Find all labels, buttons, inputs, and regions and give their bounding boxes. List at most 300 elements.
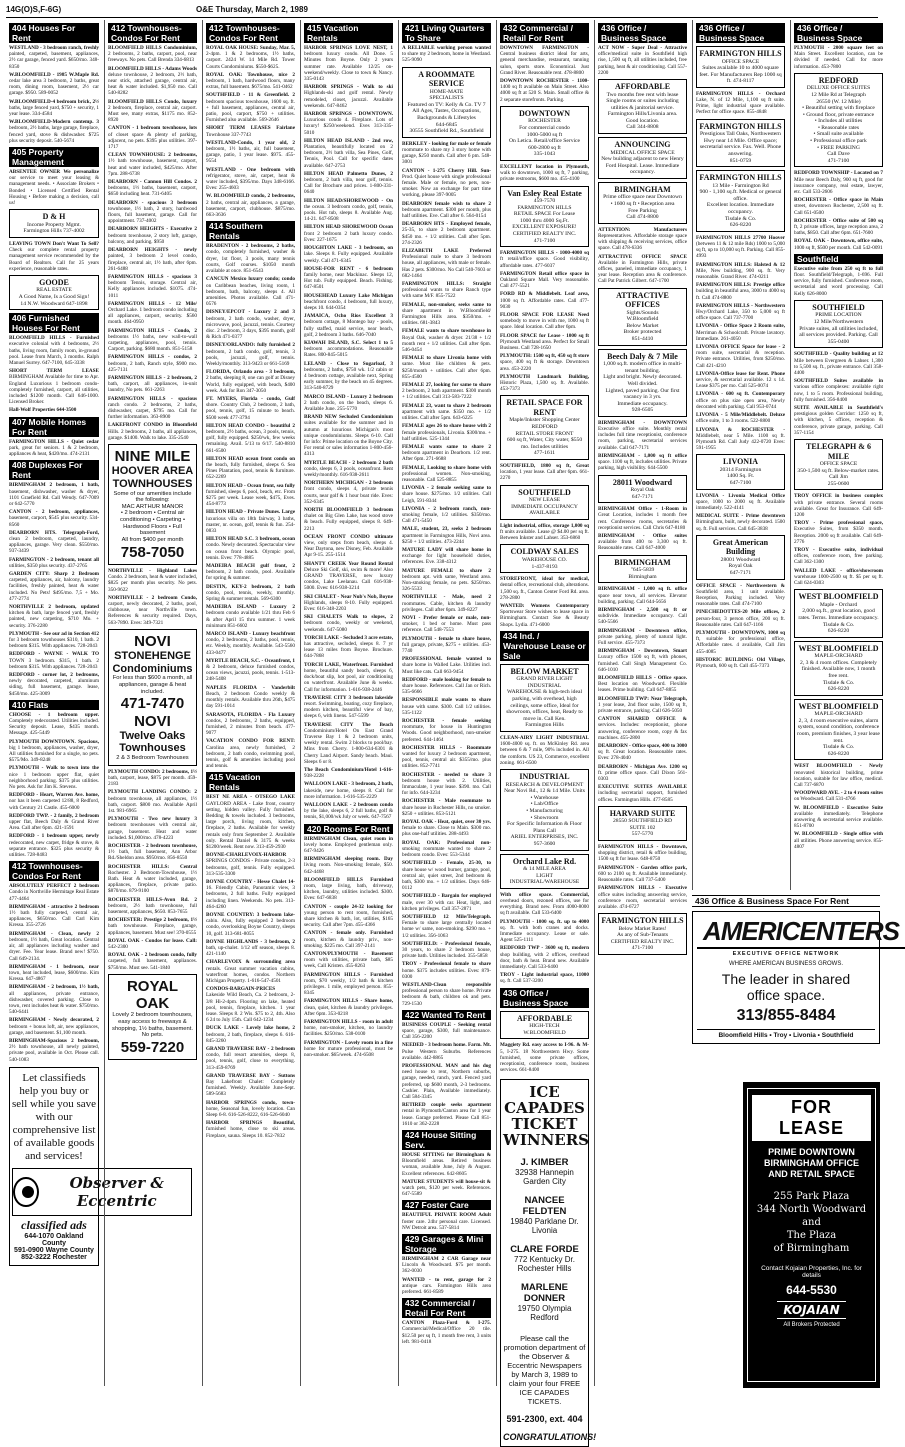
section-heading: 436 Office / Business Space (598, 23, 687, 43)
winner-city: Garden City (523, 1177, 566, 1187)
classified-ad: TRAVERSE CITY The Beach Condominium/Hotel On East Grand Traverse Bay 1 & 2 bedroom units, weekly rental. Swim 2 blocks to pool/bay. Mins from Cherry. 1-800-634-6301 & Cherry Land Airport. Sandy beach. Maui. Sleeps 6 or 8. (304, 721, 393, 765)
display-ad-line: • Reasonable rates (817, 124, 860, 131)
display-ad (794, 300, 883, 348)
display-ad (598, 288, 687, 346)
winner-city: Livonia (531, 1226, 558, 1236)
classified-ad: FARMINGTON HILLS - spacious 3 bedroom Tennis, storage. Central air, Kelly appliances included. $1075. 474-1011 (108, 273, 197, 299)
classified-ad: STOREFRONT, ideal for medical, dental office, recreational club, alterations. 1,500 sq. ft., Canton Center Ford Rd. area. 278-2800 (500, 576, 589, 601)
classified-ad: FEMALE to share Livonia home with same. Must like children & pets. $250/month + utilities. Call after 6pm. 855-4500 (402, 355, 491, 380)
display-ad-line: For Specific Information & Floor Plans Call (507, 821, 582, 834)
display-ad-line: For commercial condo (519, 124, 570, 131)
display-ad-line: 350-1,500 sq ft. Below-market rates. (797, 467, 880, 474)
classified-ad: MADEIRA BEACH gulf front, 2 bedroom, 2 bath condo, pool. Available for spring & summer. (206, 563, 295, 582)
display-ad-line: 647-7171 (631, 493, 654, 500)
display-ad (500, 544, 589, 573)
display-ad-line: 459-7570 (533, 198, 556, 204)
classified-ad: MATURE LADY will share home in exchange for light household duties, references. Eve. 338-4312 (402, 546, 491, 566)
display-ad (500, 106, 589, 161)
display-ad (794, 641, 883, 696)
classified-ad: BLOOMFIELD HILLS - Adams Woods deluxe townhouse, 2 bedroom, 2½ bath, near stick, attached garage, central air, heat & water included. $1,950 mo. Call 540-8282 (108, 65, 197, 97)
display-ad-line: HARVARD SUITE (609, 808, 676, 818)
classified-ad: FARMINGTON HILLS: Prestige office building in beautiful area, 3000 to 4000 sq ft. Call 474-8800 (696, 282, 785, 301)
display-ad-line: NEW LEASE (528, 497, 561, 504)
classified-ad: SKI CHALET - Near Nub's Nob, Boyne Highlands, sleeps 8-10. Fully equipped. Eves: 616-348-2203 (304, 593, 393, 613)
classified-ad: LIVONIA - Office Space 2 Room suite, Merriman & Schoolcraft. Private lavatory. Immediate. 261-4050 (696, 323, 785, 342)
classified-ad: FARMINGTON HILLS - Northwestern Hwy/Orchard Lake, 350 to 5,000 sq ft office space. Call 737-7700 (696, 302, 785, 322)
section-heading: 432 Commercial / Retail For Rent (500, 23, 589, 43)
classified-ad: HILTON HEAD Palmetto Dunes, 2 bedroom, 2 bath villa, near golf, tennis. Call for Brochure and prices. 1-800-331-0640 (304, 170, 393, 196)
display-ad-line: Van Esley Real Estate (507, 188, 582, 198)
classified-ad: PINECHEDOTTES-20 Mile offices, 2 person-four, 3 person office, 200 sq ft. Reasonable rates. Call 647-1166 (696, 609, 785, 628)
classified-ad: CANCUN Mexico luxury condo; condo on Caribbean beaches, living room, 1 bedroom, bath, balcony, sleeps 4. All amenities. Photos available. Call 471-0576 (206, 276, 295, 308)
display-ad-line: D & H (42, 212, 66, 222)
display-ad (500, 854, 589, 889)
classified-ad: ATTENTION: Manufacturers Representatives. Affordable storage space with shipping & receiving services, office space. Call 478-6336 (598, 226, 687, 252)
display-ad-line: Call Dave (827, 151, 850, 158)
display-ad-line: 471-7100 (827, 157, 850, 164)
display-ad-line: Tisdale & Co. (724, 215, 757, 222)
classified-ad: WEST BLOOMFIELD - Newly renovated historical building, prime location, suitable for law office, medical. Call 737-6870 (794, 763, 883, 789)
classified-ad: GARDEN CITY: Sharp 2 Bedroom carpeted, appliances, air, balcony, laundry facilities, freshly painted, heat & water included. No Pets! $495/mo. 7,5 + Mo. 477-2774 (9, 570, 99, 602)
section-heading: 404 Houses For Rent (9, 23, 99, 43)
display-ad-line: GRAND RIVER LIGHT INDUSTRIAL (516, 676, 573, 689)
winner-address: 19750 Olympia (517, 1304, 572, 1314)
display-ad-line: 600 sq ft, Water, City water, $550 mo. Includes utilities (506, 437, 583, 450)
classified-ad: SOUTHFIELD - Quality building at 12 Mile between Evergreen & Lahser. 1,300 to 5,500 sq. ft., private entrance. Call 358-4400 (794, 351, 883, 376)
classified-ad: FARMINGTON - 2 bedroom, tenant all utilities, $350 plus security. 437-2765 (9, 556, 99, 569)
display-ad-line: 20314 Farmington (719, 466, 762, 473)
lease-phone: 644-5530 (786, 1283, 837, 1297)
display-ad-line: 600-2800 sq ft (528, 144, 561, 151)
classified-ad: ROYAL OAK - Heat, quiet, over 30 yrs. female to share. Close to Main. $300 mo. plus one-half utilities. 288-4493 (402, 819, 491, 838)
display-ad-line: 626-8220 (827, 750, 850, 757)
classified-ad: BRADENTON - 2 bedrooms, 2 baths, condo, completely furnished, washer & dryer, 1st floor, 3 pools, many tennis courts, Golf courses. $1050 month available at once. 851-6543 (206, 243, 295, 275)
display-ad-line: RESEARCH & DEVELOPMENT (505, 781, 584, 788)
display-ad-line: Near Novi Rd., 12 & 14 Mile. Units (504, 788, 585, 795)
classified-ad: PLYMOUTH CONDO: 2 bedrooms, 1½ bath, carport, lease, $875 per month. 459-2183 (108, 768, 197, 788)
classified-ad: The Beach Condominium/Hotel 1-616-938-2228 (304, 766, 393, 780)
lease-box (743, 1082, 880, 1388)
classified-ad: MALE, student, 23, seeks 2 bedroom apartment in Farmington Hills, Novi area. $250 + 1/2 utilities. 473-2244 (402, 526, 491, 545)
classified-ad: BIRMINGHAM Clean, quiet room in lovely home. Employed gentleman only. 647-9426 (304, 835, 393, 854)
winner-name: J. KIMBER (520, 1157, 569, 1169)
display-ad-line: • Manufacturing (526, 807, 563, 814)
nine-mile-ad-line: • 2 bedroom • Central air conditioning • Carpeting • Hardwood Floors • Full basement (120, 510, 185, 537)
display-ad-line: • Warehouse (530, 794, 559, 801)
classified-ad: MYRTLE BEACH - 2 bedroom 2 bath condo, sleeps 6, 3 pools, oceanfront. Rent weekly/monthly. 616-938-2611 (304, 459, 393, 478)
classified-ad: SKI CHALETS Walk to slopes, 2 bedroom condo, weekly or weekend, weekends. 647-5080 (304, 614, 393, 633)
classified-ad: RESPONSIBLE male wants to share house with same. $300. Call 1/2 utilities. 535-1122 (402, 697, 491, 716)
display-ad-line: 12 Mile Rd at Telegraph (811, 91, 866, 98)
kojaian-lease-ad (743, 1078, 880, 1384)
display-ad-line: 851-4410 (631, 336, 654, 343)
nine-mile-ad (108, 444, 197, 565)
classified-ad: DUCK LAKE - Lovely lake home, 2 bedroom, 2 bath, fireplace, sleeps 6. 616-845-3260 (206, 1025, 295, 1044)
classified-ad: ROCHESTER HILLS-Avon Rd. 2 bedroom, 2½ bath townhouse, full basement, appliances, $650. 853-7655 (108, 896, 197, 916)
display-ad-line: GOODE (39, 277, 69, 287)
classified-ad: SOUTHFIELD, 1800 sq ft, Great location, 1 year lease. Call after 6pm. 661-2270 (500, 462, 589, 482)
classified-ad: FARMINGTON HILLS - spacious ranch condo. 2 bedrooms, 2 baths, dishwasher, carpet, $795 mo. Call for further information. 363-8900 (108, 395, 197, 421)
lease-address: 255 Park Plaza (773, 1191, 850, 1202)
classified-ad: FLOOR SPACE for Lease - 1000 sq ft Plymouth Westland area. Perfect for Small Business. Call 728-1650 (500, 332, 589, 351)
display-ad-line: Tisdale & Co. (822, 621, 855, 628)
classified-ad: NOVI - Prefer female or male, non-smoker, 1 bed or home. Must pass reference. Call 548-7553 (402, 614, 491, 634)
classified-ad: HARBOR SPRINGS Beautiful, furnished home, close to ski areas. Fireplace, sauna. Sleeps 10. 852-7832 (206, 1120, 295, 1139)
classified-ad: Light industrial, office, storage 1,000 sq ft units available. Lease @ $4.00 per sq ft. Between Inkster and Lahser. 353-6860 (500, 522, 589, 542)
display-ad (9, 209, 99, 238)
classified-ad: DEARBORN HEIGHTS - newly painted, 3 bedroom 2 level condo, fireplace, central air, 1½ bath, after 6pm. 261-6488 (108, 247, 197, 272)
classified-ad: DISNEY/ORLANDO: fully furnished 2 bedroom, 2 bath condo, golf, tennis, 3 pools, jacuzzi, golf, tennis. Weekly/monthly. 313-9423 or 661-5169 (206, 342, 295, 367)
americenters-ad (692, 893, 900, 1071)
display-ad-line: Prime office space near Downtown (603, 194, 682, 201)
lease-address: 344 North Woodward (756, 1204, 867, 1215)
classified-ad: MYRTLE BEACH, S.C. - Oceanfront, 1 & 2 bedroom, deluxe furnished condos, ocean views, jacuzzi, pools, tennis. 1-513-248-5408 (206, 657, 295, 683)
classified-ad: HILTON HEAD ocean front condo on the beach, fully furnished, sleeps 6. Sea Pines Plantation, pool, tennis & furniture. 652-2269 (206, 455, 295, 481)
display-ad-line: CERTIFIED REALTY INC. (512, 230, 577, 237)
classified-ad: DOWNTOWN FARMINGTON - Central business district ideal for arts, general merchandise, restaurant, tanning salon, sports store. Economical. Just Grand River. Reasonable rent. 478-8800 (500, 45, 589, 76)
column-2 (104, 20, 200, 1386)
display-ad-line: REDFORD (818, 75, 859, 85)
classified-ad: BOYNE-CHARLEVOIX-HARBOR SPRINGS CONDOS - Private condos, 2-3 bedrooms, golf, tennis. Fully equipped. 313-535-3300 (206, 852, 295, 877)
classified-ad: BIRMINGHAM - attractive 2 bedroom 1½ bath fully carpeted, central air, appliances, $650/mo. Call Carl Kim Kressa. 355-2726 (9, 903, 99, 929)
display-ad-line: Tisdale & Co. (822, 744, 855, 751)
classified-ad: W.BLOOMFIELD-Modern contemp. 3 bedroom, 2½ baths, large garage, fireplace, fenced yard, stove & dishwasher. $725 plus security deposit. 540-5674 (9, 119, 99, 144)
classified-ad: FEMALE ages 26 to share house with 2 female professionals, Livonia. $300/mo. + half utilities. 525-1344 (402, 423, 491, 442)
display-ad (794, 439, 883, 490)
display-ad (696, 454, 785, 489)
display-ad-line: Royal Oak (630, 487, 655, 493)
winners-title: CAPADES (504, 1099, 585, 1118)
classified-ad: BOYNE COUNTRY - Hesse Chalet 14-16. Friendly Cabin, Panoramic view, 3 bedrooms, 2 full baths. Fully equipped including linen. Weekends. No pets. 313-464-4260 (206, 878, 295, 910)
classified-ad: BEST NE AREA - OTSEGO LAKE GAYLORD AREA - Lake front, country setting, hidden valley. Fully furnished. Bedding & towels included. 3 bedrooms, large porch, living room, kitchen, fireplace, 2 baths. Available for weekly rentals only from September 2. Available only. Rental Daniel & 3175 & weeks $1200/week. Rent now. 313-459-2930 (206, 794, 295, 850)
novi-ad-line: For less than $600 a month, all appliances, garage & heat included. (112, 675, 193, 695)
display-ad-line: 626-8220 (827, 628, 850, 635)
classified-ad: HILTON HEAD S.C. 3 bedroom, ocean condo. Newly decorated. Spectacular view on ocean front beach. Olympic pool, tennis. Eves: 778-4885 (206, 536, 295, 561)
display-ad-line: • Small suite available (813, 131, 864, 138)
display-ad-line: 1400 Sq. Ft. (726, 473, 755, 480)
classified-ad: DOWNTOWN ROCHESTER - 1100-1400 sq ft available on Main Street. Also 4000 sq ft at 520 S. Main. Small office & 2 separate storefronts. Parking. (500, 78, 589, 103)
section-heading: 414 Southern Rentals (206, 221, 295, 241)
display-ad-line: & 14 MILE AREA (523, 866, 566, 872)
display-ad-line: Broker protected (623, 329, 662, 336)
display-ad (598, 555, 687, 584)
display-ad-line: 28001 Woodward (720, 556, 761, 563)
display-ad-line: Tisdale & Co. (822, 679, 855, 686)
section-heading: 415 Vacation Rentals (304, 23, 393, 43)
classified-ad: NORTHERN MICHIGAN - 2 bedroom front condo, sleeps 4, private tennis courts, near golf & 1 hour boat ride. Eves: 352-6345 (304, 480, 393, 505)
classified-ad: SOUTHFIELD 12 Mile/Telegraph. Female to share large centrally located home w/ same, non-smoking. $290 mo. + 1/2 utilities. 356-1063 (402, 913, 491, 939)
display-ad-line: 647-7100 (729, 480, 752, 486)
display-ad-line: All Ages, Tastes, Occupations, Backgrounds & Lifestyles (412, 108, 481, 121)
classified-ad: BIRMINGHAM Office - 1-Room in Great Location, includes 1 month free rent. Conference rooms, secretaries & receptionist services. Call Chris 647-8180 (598, 506, 687, 531)
classified-ad: Executive suite from 250 sq ft to full floor. Southfield/Telegraph, 1-696. Full service, fully furnished. Conference room, secretarial and word processing. Call Kelly 626-8000 (794, 265, 883, 297)
americenters-logo: AMERICENTERS (697, 916, 905, 949)
display-ad-line: LIGHT INDUSTRIAL/WAREHOUSE (509, 872, 580, 886)
display-ad-line: Call 344-8808 (626, 124, 659, 131)
classified-ad: BLOOMFIELD HILLS Condo, luxury 2 bedroom, fireplace, central air, carport. Must see, many extras, $1175 mo. 852-8920 (108, 98, 197, 124)
display-ad-line: As any of Sub-Tenants (616, 932, 669, 939)
classified-ad: NORTHVILLE - Highland Lakes Condo. 2 bedroom, heat & water included, $825 per month plus security. No pets. 350-9622 (108, 568, 197, 593)
classified-ad: MATURE STUDENTS will house-sit & watch pets, $120 per week. References. 647-5589 (402, 1178, 491, 1198)
display-ad-line: ATTRACTIVE OFFICES (616, 290, 669, 310)
classified-ad: FARMINGTON HILLS - Executive office suites including answering service, conference room, secretarial services available. 474-6727 (598, 885, 687, 910)
classified-ad: MADEIRA ISLAND - Luxury 2 bedroom condo available 1/21 thru Feb 6 & after April 15 thru summer. 1 week minimum 851-6602 (206, 604, 295, 629)
classified-ad: CANTON/PLYMOUTH - Basement room with utilities, private bath, $85 week, Call Kristen. 455-8263 (304, 951, 393, 970)
classified-ad: FARMINGTON Retail office space in Oakland Square Mall. Very reasonable. Call 477-5521 (500, 270, 589, 290)
display-ad-line: 851-0759 (729, 157, 752, 164)
display-ad (794, 589, 883, 637)
classified-ad: CANTON Plaza-Ford & I-275. Commercial/Medical/Office 20 tile. $12.50 per sq ft, 1 month free rent, 3 units left. 981-0418 (402, 1320, 491, 1345)
classified-ad: BIRMINGHAM - Newly decorated, 2 bedroom + bonus loft, air, new appliances, garage, and basement. $1,100 month. (9, 1017, 99, 1036)
classified-ad: GRAND TRAVERSE BAY - 2 bedroom condo, full resort amenities, sleeps 8, pool, tennis, golf, close to everything. 313-459-8769 (206, 1046, 295, 1071)
display-ad-line: OFFICE SPACE (721, 58, 760, 65)
display-ad-line: 644-6845 (435, 121, 458, 128)
section-heading: 412 Townhouses-Condos For Rent (108, 23, 197, 43)
classified-ad: LIVONIA-Office lease for Rent. Phone service, & secretarial available. 12 x 14. Lease $375 per mo. Call 525-0074 (696, 370, 785, 390)
display-ad (9, 275, 99, 310)
classified-ad: BEAUTIFUL PRIVATE ROOM Adult foster care. 24hr personal care. Licensed. NW Detroit area. 537-5814 (402, 1212, 491, 1231)
classified-ad: PLYMOUTH LANDING CONDO: 2 bedroom townhouse, all appliances, 1½ bath, carport. $800 mo. Available April 1st. 981-6965 (108, 789, 197, 814)
classified-ad: LIVONIA & ROCHESTER - Middlebelt, near 5 Mile. 1100 sq ft. Plymouth Rd. Call Judy 422-0720 Eves: 591-1955 (696, 426, 785, 452)
display-ad-line: SOUTHFIELD (812, 302, 865, 312)
classified-ad: BOYNE COUNTRY: 3 bedroom lake-cabin. Also, fully equipped 2 bedroom condo, overlooking Boyne Country, sleeps 10, golf. 313-681-8055 (206, 911, 295, 937)
classified-ad: W.BLOOMFIELD-4 bedroom brick, 2½ baths, large fenced yard, $750 + security, 1 year lease. 334-4584 (9, 98, 99, 118)
winner-address: 32938 Hannepin (515, 1168, 574, 1178)
classified-ad: JAMAICA, Ocho Rios Excellent 3 bedroom cottage, 8 Montego bay - pools, fully staffed, maid service, near beach, golf, 2 bedroom 3 baths. 646-7040 (304, 313, 393, 338)
display-ad (500, 186, 589, 248)
lease-headline: AND RETAIL SPACE (768, 1169, 855, 1179)
display-ad-line: 14 N.W. Woodward 647-1898 (20, 300, 88, 307)
display-ad-line: HIGH-TECH (529, 1023, 560, 1030)
classified-ad: MARCO ISLAND - Luxury 2 bedroom 2 bath condo, on the beach, sleeps 6. Available June. 255-5770 (304, 393, 393, 412)
classified-ad: REDFORD TWP - 3600 sq ft, modern shop building, with 2 offices, overhead door, bath & heat. Brand new. Available immediately. Call 533-6400 (500, 945, 589, 971)
display-ad-line: 647-7171 (729, 570, 752, 576)
classified-ad: SOUTHFIELD Suites available in various office complexes: available right now, 1 to 5 room. Professional building, fully furnished. 356-8400 (794, 378, 883, 403)
display-ad-line: Income Property Mgmt. (27, 221, 81, 228)
display-ad-line: "645-5839 (630, 567, 655, 574)
display-ad-line: Suites available 10 to 4000 square feet. For Manufacturers Rep 1000 sq ft. 474-8117 (699, 65, 782, 85)
novi-ad-line: Twelve Oaks (119, 729, 186, 742)
classified-ad: HOUSE-FOR RENT - 6 bedroom family home, near Mackinac. Sleeps 12, Hot tub. Fully equipped. Beach. Fishing. 647-8501 (304, 265, 393, 291)
classified-ad: FARMINGTON HILLS - Condo, 2 bedrooms 1½ baths, new wall-to-wall carpeting, appliances, pool, tennis. Carport, parking. $680 month. 851-5158 (108, 327, 197, 353)
classified-ad: WALLOON LAKE - 3 bedroom, 2 bath, lakeside, new home, sleeps 8. Call for more information. 1-616-535-2229 (304, 781, 393, 800)
display-ad (696, 535, 785, 580)
section-heading: 412 Townhouses-Condos For Rent (9, 861, 99, 881)
display-ad-line: Maple/Inkster Shopping Center (509, 417, 580, 424)
display-ad-line: BELOW MARKET (510, 666, 579, 676)
classified-ad: HILTON HEAD CONDO - beautiful 2 bedroom, 2½ baths, ocean, 3 pools, tennis, golf, fully equipped. $250/wk, few weeks remaining. Avail. 5/13 to 6/17. 540-8810 661-6500 (206, 422, 295, 454)
section-heading: 422 Wanted To Rent (402, 1010, 491, 1020)
page-dateline: O&E Thursday, March 2, 1989 (196, 5, 308, 14)
classified-ad: DEARBORN HTS. Telegraph-Ford, clean 2 bedroom, carpeted, laundry, appliances, garage. Very clean. $550/mo. 937-3439 (9, 529, 99, 555)
classified-ad: HOUSE SITTING for Birmingham & Bloomfield areas. Retired business woman, available June, July & August. Excellent references. 642-8605 (402, 1152, 491, 1177)
display-ad-line: 335-1043 (533, 151, 556, 158)
classified-ad: BIRMINGHAM - 1,000 sq ft. office space near town, all services. Elevator building, parking. Call 644-5656 (598, 586, 687, 605)
winners-title: TICKET (511, 1115, 578, 1134)
classified-ad: Hall-Wolf Properties 644-3500 (9, 407, 77, 414)
display-ad-line: 557-5770 (631, 831, 654, 838)
classified-ad: ROCHESTER - Office space in Main street, downtown Rochester, 2,500 sq ft. Call 651-0500 (794, 197, 883, 216)
classified-ad: DISNEY/EPCOT - Luxury 2 and 3 bedroom, 2 bath condo, washer, dryer, microwave, pool, jacuzzi, tennis. Courtesy disc. 2 bedroom, 3 days, $395 month, golf & Rich 471-0377 (206, 309, 295, 341)
classified-ad: BIRMINGHAM - 2 bedroom, 1½ bath, all appliances, private entrance, dishwasher, covered parking. Close to town, rent includes heat & water. $750/mo. 540-6441 (9, 984, 99, 1016)
classified-ad: CANTON - 1 bedroom townhouse, lots of closet space & plenty of parking, adjacent, no pets. $395 plus utilities. 397-1717 (108, 125, 197, 151)
display-ad-line: Birmingham (628, 573, 657, 580)
classified-ad: BIRMINGHAM - 1,000 sq ft office space. 1100 sq ft, includes utilities. Private parking, high visibility. 644-5500 (598, 452, 687, 472)
display-ad-line: W.BLOOMFIELD (523, 1029, 566, 1036)
classified-ad: With office space. Commercial, overhead doors, rezoned offices, use for everything. Brand new. From 4000-8000 sq ft available. Call 533-6400 (500, 891, 589, 917)
classified-ad: PLYMOUTH Landmark Building, Historic Plaza, 1,500 sq. ft. Available. 453-7373 (500, 373, 589, 393)
display-ad-line: Sights/Sounds (626, 309, 659, 316)
classified-ad: HISTORIC BUILDING: Old Village, Plymouth, 600 sq ft. Call 455-7373 (696, 656, 785, 670)
classified-ad: FLOOR SPACE FOR LEASE Need somebody to move in with me, 1000 sq ft space. Ideal location. Call after 6pm. (500, 311, 589, 331)
section-heading: 429 Garages & Mini Storage (402, 1234, 491, 1254)
classified-ad: ELIZABETH LAKE Preferred Professional male to share 3 bedroom house, all appliances, with male or female. Has 2 pets. $300/mo. No Call 540-7603 or 682-1464 (402, 248, 491, 279)
winners-title: WINNERS (503, 1131, 590, 1150)
classified-ad: DEARBORN - spacious 3 bedroom townhouse, 1½ bath, 2 story, hardwood floors, full basement, garage. Call for appointment. 737-4002 (108, 199, 197, 225)
classified-ad: ROCHESTER HILLS - Roommate wanted for luxury 2 bedroom apartment, pool, tennis, central air. $355/mo. plus utilities. 852-7741 (402, 744, 491, 770)
display-ad-line: 26550 (W. 12 Mile) (816, 98, 861, 105)
nine-mile-ad-line: NINE MILE (114, 447, 191, 465)
americenters-tag: EXECUTIVE OFFICE NETWORK (732, 951, 840, 957)
classified-ad: Maggiety Rd. easy access to I-96. & M-5, I-275. 18 Northwestern Hwy. Some furnished, some private offices, receptionist, conference room, business services. 661-8400 (500, 1042, 589, 1074)
classified-ad: HARBOR SPRINGS condo, town-home, Seasonal fun, lovely location. Can Sleep 6-8. 616-526-8222, 616-526-6040 (206, 1099, 295, 1119)
classified-ad: BLOOMFIELD HILLS - Furnished executive colonial with 4 bedrooms, 2½ baths, living room, family room, in-ground pool. Lease from March, 3 months. Ralph Manuel Surrey. 647-7100, 645-3338 (9, 335, 99, 367)
classified-ad: SOUTHFIELD: - Professional female, 30 years, to share 2 bedroom house, private bath. Utilities included. 355-5858 (402, 940, 491, 960)
classified-ad: BOYNE HIGHLANDS - 3 bedroom, 2 bath, up-chalet. 1/12 off season, sleeps 8. 421-1140 (206, 938, 295, 958)
classified-ad: BIRMINGHAM - DOWNTOWN Executive office suite. Monthly rental includes full time receptionist, conference room, parking, secretarial services available. Call 647-7171 (598, 419, 687, 451)
display-ad-line: New building adjacent to new Henry Ford Hospital. Lease. Immediate occupancy. (601, 156, 684, 176)
classified-ad: TROY - Prime professional space, Executive Suites, from $350 month. Reception. 2000 sq ft available. Call 649-2776 (794, 520, 883, 545)
display-ad-line: AFFORDABLE (516, 1013, 573, 1023)
display-ad-line: OFFICE SPACE (819, 461, 858, 467)
winner-address: 772 Kentucky Dr. (514, 1255, 575, 1265)
display-ad-line: Featured on TV: Kelly & Co. TV 7 (407, 101, 486, 108)
display-ad-line: WEST BLOOMFIELD (798, 701, 879, 711)
novi-ad-line: NOVI (134, 632, 171, 650)
section-heading: Southfield (794, 254, 883, 264)
display-ad-line: MEDICAL OFFICE SPACE (610, 149, 675, 156)
display-ad (696, 46, 785, 88)
display-ad (500, 1011, 589, 1040)
classified-ad: FARMINGTON - Lovely room in a fine home for mature professional, must be non-smoker. $65/week. 474-6508 (304, 1039, 393, 1059)
display-ad-line: FARMINGTON HILLS (699, 121, 782, 131)
display-ad-line: FARMINGTON HILLS (699, 173, 782, 183)
classified-ad: FEMALE 23, want to share 2 bedroom apartment with same. $350 mo. + 1/2 utilities. Call after 5pm. 643-6225 (402, 402, 491, 422)
display-ad-line: Farmington Hills (525, 722, 564, 729)
classified-ad: BLOOMFIELD HILLS Furnished room, large living, bath, driveway, kitchen, laundry, utilities included. $300. Eves: 647-6838 (304, 876, 393, 902)
classified-ad: FARMINGTON HILLS - Quiet cedar park, great for seniors. 1 & 2 bedroom, appliances & heat, $420/mo. 474-2131 (9, 438, 99, 458)
americenters-phone: 313/855-8484 (736, 1007, 836, 1024)
classified-ad: REDFORD - corner lot, 2 bedrooms, newly decorated, carpeted, aluminum siding, full basement, garage. lease, $450/mo. 425-3009 (9, 671, 99, 697)
winners-title: ICE (529, 1083, 560, 1102)
section-heading: 436 Office / Business Space (696, 23, 785, 43)
classified-ad: BIRMINGHAM 2 CAR Garage near Lincoln & Woodward. $75 per month. 362-0030 (402, 1256, 491, 1275)
display-ad-line: Below Market (626, 322, 659, 329)
oe-phone: 644-1070 Oakland County (24, 1232, 84, 1247)
display-ad (500, 769, 589, 850)
display-ad-line: FARMINGTON HILLS (517, 204, 572, 211)
display-ad-line: A ROOMMATE SERVICE (418, 69, 475, 89)
display-ad (696, 170, 785, 232)
classified-ad: ROYAL OAK HOUSE: Sunday, Mar. 5, 2-4pm. 1 & 2 bedrooms, 1½ baths, carport. 2424 W. 14 Mile Rd. Tower Courts Condominiums. $550-$625. (206, 45, 295, 70)
display-ad-line: 1-437-8193 (531, 563, 558, 570)
display-ad-line: Private suites, all utilities included, all services provided. Parking. Call 355-0400 (799, 325, 878, 345)
classified-ad: ABSENTEE OWNER We personalize our service to meet your leasing & management needs. • Associate Brokers • Bonded • Licensed Certified Rental Housing • Before making a decision, call us! (9, 169, 99, 207)
winner-name: MARLENE DONNER (521, 1282, 568, 1305)
display-ad-line: Prestigious Tall Oaks, Northwestern Hwy near 14 Mile. Office space; secretarial service. Fax. Well. Phone answering. (699, 131, 782, 157)
winner-city: Rochester Hills (517, 1264, 572, 1274)
classified-ad: LIVONIA - 2 female seeking same to share house. $275/mo. 1/2 utilities. Call Leigh, 591-8344 (402, 485, 491, 504)
display-ad-line: WAREHOUSE CO. (521, 556, 568, 563)
classified-ad: VACATION CONDO FOR RENT: Carolina area, newly furnished, 2 bedroom, 2 bath condo, swimming pool, tennis, golf & amenities including pool and tennis. (206, 738, 295, 770)
section-heading: 427 Foster Care (402, 1200, 491, 1210)
oe-phone: 591-0900 Wayne County (14, 1246, 94, 1254)
classified-ad: FEMALE wants same to share 2 bedroom apartment in Dearborn. 1/2 rent. After 6pm. 271-6688 (402, 443, 491, 463)
classified-ad: NORTHVILLE - Male, need 2 roommates. Cable, kitchen & laundry privileges. Call after 6pm. 349-8227 (402, 594, 491, 613)
classified-ad: ABSOLUTELY PERFECT 2 bedroom Condo in Northville Hermitage Real Estate 477-4464 (9, 883, 99, 902)
novi-ad-line: 471-7470 (120, 695, 185, 713)
classified-ad: TROY - Light industrial space, 11000 sq. ft. Call 537-3200 (500, 972, 589, 985)
display-ad-line: • FREE PARKING (817, 144, 860, 151)
nine-mile-ad-line: All from $400 per month (121, 537, 184, 544)
display-ad-line: • Beautiful setting with fireplace (802, 105, 875, 112)
classified-ad: NORTHVILLE 2 bedroom, updated kitchen & bath, large fenced yard, freshly painted, new carpeting, $710 Mo. + security. 376-2280 (9, 603, 99, 629)
classified-ad: DEARBORN HEIGHTS - Executive 2 bedroom townhouse, 2 story loft, garage, balcony, and parking. $950 (108, 226, 197, 245)
display-ad-line: MAPLE-ORCHARD (814, 711, 863, 718)
section-heading: 436 Office / Business Space (500, 988, 589, 1008)
oe-brand: Observer & Eccentric (69, 1173, 164, 1210)
winner-name: NANCEE FELDTEN (522, 1195, 567, 1218)
display-ad-line: DELUXE OFFICE SUITES (806, 85, 871, 92)
classified-ad: FARMINGTON HILLS 27700 Hoover (between 11 & 12 mile Rds) 1000 to 5,000 sq ft, up to 10,000 sq ft. Parking. Call 855-4993 (696, 234, 785, 260)
display-ad (598, 349, 687, 417)
lease-contact: Contact Kojaian Properties, Inc. for details (761, 1265, 862, 1279)
winner-city: Redford (530, 1313, 559, 1323)
classified-ad: WANTED - to rent, garage for 2 antique cars. Farmington Hills area preferred. 661-8589 (402, 1276, 491, 1296)
classified-ad: BLOOMFIELD HILLS Condominium, 2 bedrooms, 2 baths, carport, pool, near freeways. No pets. Call Brenda 334-6813 (108, 45, 197, 64)
classified-ad: REDFORD - male looking for female to share house. References. Call Jan or Rich. 535-6666 (402, 676, 491, 696)
classified-ad: PROFESSIONAL female wanted to share home in Walled Lake. Utilities incl. Must like cats. Call 663-9454 (402, 656, 491, 675)
classified-ad: SHORT TERM LEASES Fairlane Townhouse 337-7743 (206, 125, 295, 138)
classified-ad: TRAVERSE CITY 3 bedroom lakeside resort. Swimming, boating, cozy fireplace, modern kitchen, beautiful view of bay, sleeps 6, with linens. 547-5599 (304, 694, 393, 720)
lease-address: and (802, 1217, 821, 1228)
classified-ad: BUSINESS COUPLE - Seeking rental space, garage, $300, full maintenance. Call 356-2200 (402, 1021, 491, 1041)
royal-oak-ad-line: 559-7220 (120, 1039, 185, 1056)
classified-ad: DEARBORN HTS - Employed female, 25-35, to share 2 bedroom apartment. $450 mo. + 1/2 utilities. Call after 5pm. 274-2326 (402, 221, 491, 246)
oe-phone: 852-3222 Rochester (21, 1253, 87, 1261)
classified-ad: ROYAL OAK - Downtown, office suite, 1000 sq ft, $500 per month. Call 542-0091 (794, 238, 883, 251)
classified-ad: WALLOON LAKE - 2 bedroom condo by the lake, sleeps 6, 2 full baths, golf & tennis, $1,000/wk July or week. 647-7567 (304, 801, 393, 821)
lease-inner (747, 1088, 876, 1382)
nine-mile-ad-line: Some of our amenities include the following: (113, 490, 192, 504)
classified-ad: REDFORD TOWNSHIP - Located on 7 Mile near Beech Daly, 900 sq ft, good for insurance company, real estate, lawyer, etc. Call 533-2606 (794, 170, 883, 196)
classified-ad: ROCHESTER HILLS: Central Rochester. 2 Bedroom-Townhouse, 1½ Bath. Heat & water included, garage, appliances, fireplace, private patio. $870/mo. 879-9100 (108, 863, 197, 895)
display-ad-line: CERTIFIED REALTY INC. (610, 938, 675, 945)
classified-ad: BIRMINGHAM - Downtown office, private parking, plenty of natural light. Full service. 455-7373 (598, 627, 687, 646)
display-ad-line: TELEGRAPH & 6 MILE (806, 442, 871, 461)
classified-ad: FEMALE, Looking to share home with professional women. Non-smoking, reasonable. Call 525-8855 (402, 464, 491, 483)
classified-ad: REDFORD - WAYNE - WALK TO TOWN 3 bedroom. $315, 1 bath. 2 bedroom $315. With appliances. 728-2043 (9, 651, 99, 670)
display-ad (598, 79, 687, 134)
display-ad-line: Royal Oak (728, 563, 753, 570)
display-ad-line: 471-7100 (533, 237, 556, 244)
classified-ad: ROCHESTER - needed to share 3 bedroom house with 2. Utilities, Immaculate, 1 year lease. $390. mo. Call for info. 644-3234 (402, 771, 491, 797)
lease-address: of Birmingham (773, 1243, 850, 1254)
classified-ad: BIRMINGHAM - Clean, newly 2 bedroom, 1½ bath, Great location. Central air, all appliances including washer and dryer. Fee. Year lease. Brand new! $750. Call 649-2134. (9, 930, 99, 962)
oe-promo-text: Let classifieds help you buy or sell while you save with our comprehensive list of available goods and services! (12, 1071, 97, 1162)
classified-ad: FT. MYERS, Florida - condo, Gulf shore. Country Club, 2 bedroom, 2 bath, pool, tennis, golf, 15 minute to beach. $500 week 477-3794 (206, 395, 295, 421)
display-ad-line: Maple - Orchard (819, 601, 858, 608)
